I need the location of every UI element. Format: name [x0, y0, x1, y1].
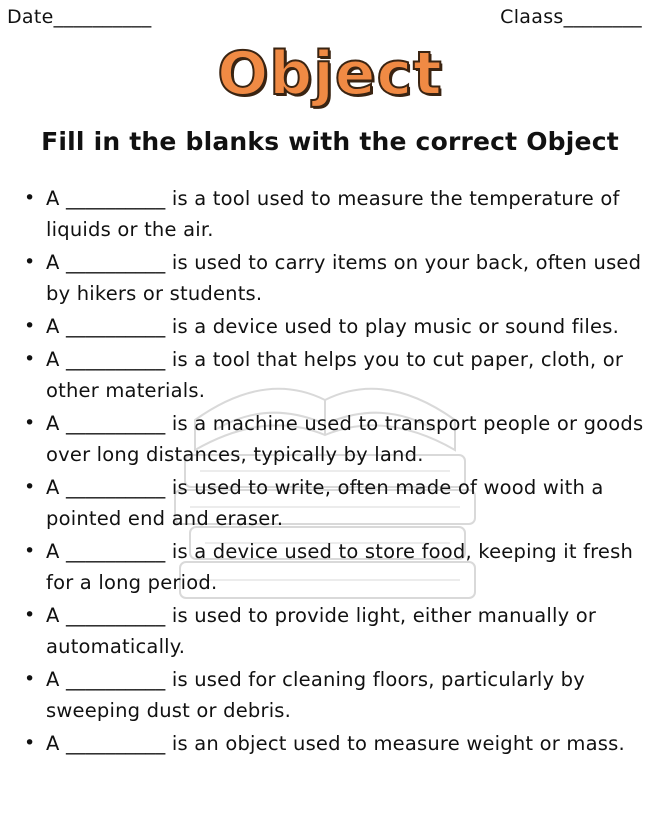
- header-row: [0, 6, 660, 36]
- bullet-icon: •: [24, 668, 36, 690]
- question-item: [18, 408, 652, 470]
- class-field[interactable]: Claass________: [500, 6, 642, 28]
- bullet-icon: •: [24, 732, 36, 754]
- question-text: A __________ is a device used to store food, keeping it fresh for a long period.: [46, 540, 634, 594]
- question-item: [18, 728, 652, 759]
- bullet-icon: •: [24, 348, 36, 370]
- question-text: A __________ is used to carry items on your back, often used by hikers or students.: [46, 251, 642, 305]
- question-text: A __________ is an object used to measure weight or mass.: [46, 732, 625, 755]
- question-item: [18, 536, 652, 598]
- question-item: [18, 344, 652, 406]
- page-title: Object: [217, 39, 443, 109]
- question-item: [18, 183, 652, 245]
- bullet-icon: •: [24, 251, 36, 273]
- question-text: A __________ is used to provide light, either manually or automatically.: [46, 604, 597, 658]
- question-text: A __________ is a machine used to transport people or goods over long distances, typically by land.: [46, 412, 644, 466]
- question-text: A __________ is a tool that helps you to cut paper, cloth, or other materials.: [46, 348, 624, 402]
- question-item: [18, 664, 652, 726]
- question-list: [18, 183, 652, 761]
- question-text: A __________ is a tool used to measure the temperature of liquids or the air.: [46, 187, 620, 241]
- instructions: Fill in the blanks with the correct Object: [41, 127, 619, 156]
- question-text: A __________ is used to write, often made of wood with a pointed end and eraser.: [46, 476, 604, 530]
- bullet-icon: •: [24, 540, 36, 562]
- bullet-icon: •: [24, 412, 36, 434]
- question-text: A __________ is used for cleaning floors, particularly by sweeping dust or debris.: [46, 668, 585, 722]
- question-item: [18, 600, 652, 662]
- question-item: [18, 311, 652, 342]
- bullet-icon: •: [24, 476, 36, 498]
- bullet-icon: •: [24, 315, 36, 337]
- date-field[interactable]: Date__________: [7, 6, 152, 28]
- bullet-icon: •: [24, 187, 36, 209]
- question-item: [18, 247, 652, 309]
- bullet-icon: •: [24, 604, 36, 626]
- question-item: [18, 472, 652, 534]
- question-text: A __________ is a device used to play music or sound files.: [46, 315, 619, 338]
